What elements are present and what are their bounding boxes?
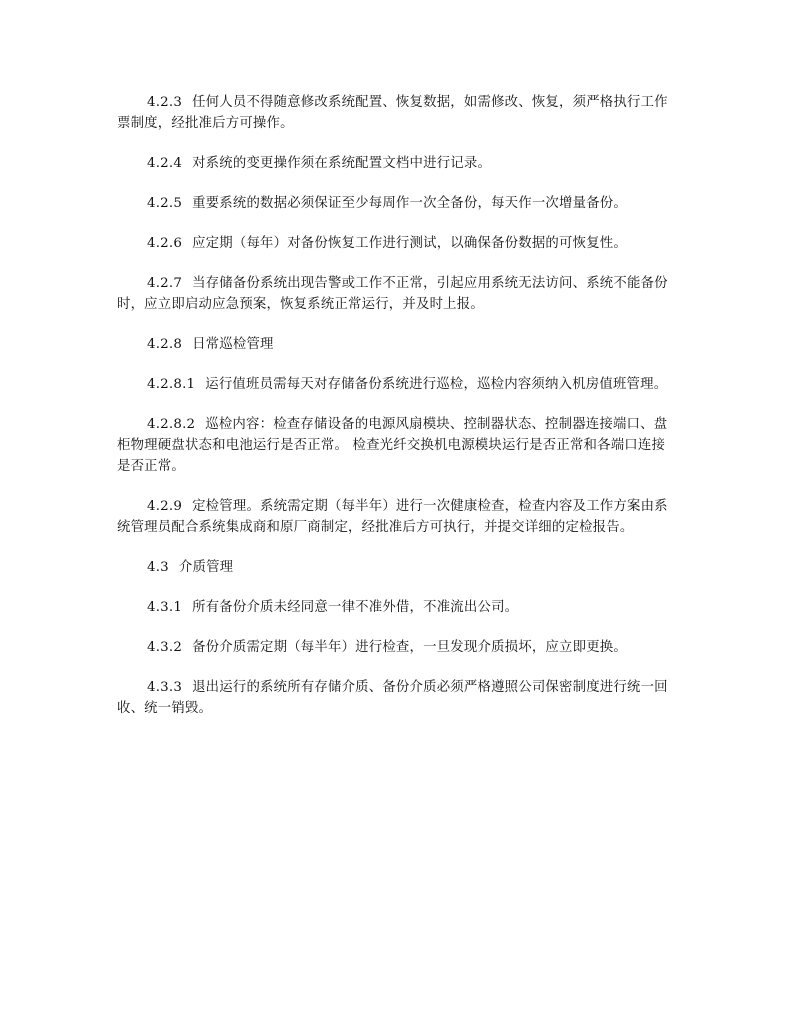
clause-number: 4.3.2 bbox=[147, 640, 183, 655]
clause-text: 当存储备份系统出现告警或工作不正常，引起应用系统无法访问、系统不能备份时，应立即启动应急预案，恢复系统正常运行，并及时上报。 bbox=[117, 276, 668, 312]
clause-number: 4.2.9 bbox=[147, 499, 183, 514]
clause-text: 对系统的变更操作须在系统配置文档中进行记录。 bbox=[192, 156, 492, 171]
clause-text: 重要系统的数据必须保证至少每周作一次全备份，每天作一次增量备份。 bbox=[192, 196, 627, 211]
clause-text: 所有备份介质未经同意一律不准外借，不准流出公司。 bbox=[192, 600, 519, 615]
paragraph-4-3-3 bbox=[117, 677, 677, 719]
clause-number: 4.2.8.2 bbox=[147, 417, 196, 432]
document-body bbox=[117, 92, 677, 738]
clause-number: 4.3.1 bbox=[147, 600, 183, 615]
clause-number: 4.3.3 bbox=[147, 680, 183, 695]
clause-number: 4.2.4 bbox=[147, 156, 183, 171]
paragraph-4-2-8-2 bbox=[117, 414, 677, 477]
paragraph-4-3 bbox=[117, 557, 677, 578]
clause-text: 日常巡检管理 bbox=[192, 337, 274, 352]
clause-number: 4.3 bbox=[147, 560, 169, 575]
clause-number: 4.2.7 bbox=[147, 276, 183, 291]
clause-number: 4.2.8.1 bbox=[147, 377, 196, 392]
paragraph-4-2-4 bbox=[117, 153, 677, 174]
clause-text: 应定期（每年）对备份恢复工作进行测试，以确保备份数据的可恢复性。 bbox=[192, 236, 627, 251]
paragraph-4-2-6 bbox=[117, 233, 677, 254]
paragraph-4-2-8-1 bbox=[117, 374, 677, 395]
clause-number: 4.2.3 bbox=[147, 95, 183, 110]
clause-text: 任何人员不得随意修改系统配置、恢复数据，如需修改、恢复，须严格执行工作票制度，经批准后方可操作。 bbox=[117, 95, 668, 131]
paragraph-4-3-1 bbox=[117, 597, 677, 618]
paragraph-4-2-7 bbox=[117, 273, 677, 315]
clause-text: 备份介质需定期（每半年）进行检查，一旦发现介质损坏，应立即更换。 bbox=[192, 640, 627, 655]
paragraph-4-2-3 bbox=[117, 92, 677, 134]
clause-text: 定检管理。系统需定期（每半年）进行一次健康检查，检查内容及工作方案由系统管理员配合系统集成商和原厂商制定，经批准后方可执行，并提交详细的定检报告。 bbox=[117, 499, 668, 535]
paragraph-4-3-2 bbox=[117, 637, 677, 658]
clause-text: 退出运行的系统所有存储介质、备份介质必须严格遵照公司保密制度进行统一回收、统一销毁。 bbox=[117, 680, 668, 716]
clause-number: 4.2.5 bbox=[147, 196, 183, 211]
paragraph-4-2-5 bbox=[117, 193, 677, 214]
clause-number: 4.2.6 bbox=[147, 236, 183, 251]
clause-text: 运行值班员需每天对存储备份系统进行巡检，巡检内容须纳入机房值班管理。 bbox=[205, 377, 668, 392]
paragraph-4-2-9 bbox=[117, 496, 677, 538]
paragraph-4-2-8 bbox=[117, 334, 677, 355]
clause-text: 巡检内容：检查存储设备的电源风扇模块、控制器状态、控制器连接端口、盘柜物理硬盘状态和电池运行是否正常。 检查光纤交换机电源模块运行是否正常和各端口连接是否正常。 bbox=[117, 417, 668, 474]
clause-number: 4.2.8 bbox=[147, 337, 183, 352]
clause-text: 介质管理 bbox=[178, 560, 234, 575]
